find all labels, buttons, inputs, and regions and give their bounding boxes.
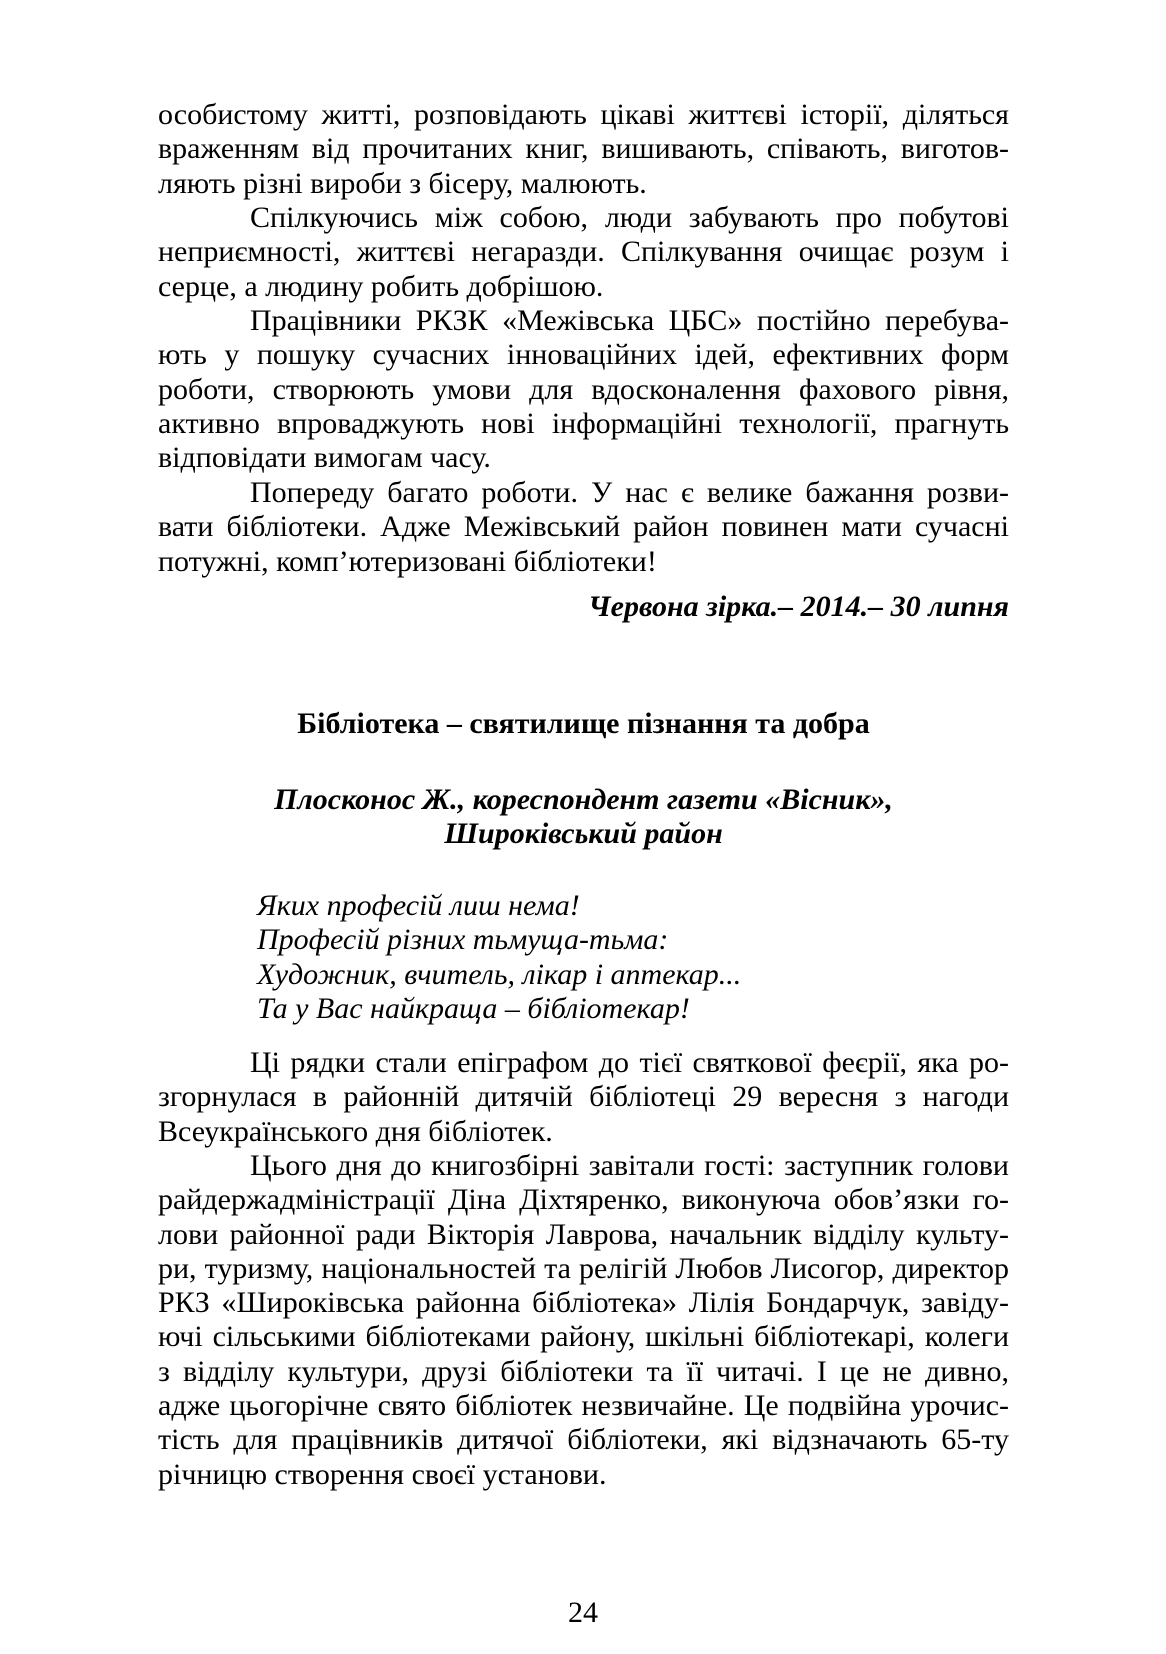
text-line: Ці рядки стали епіграфом до тієї святкової феєрії, яка ро- bbox=[250, 1046, 1009, 1079]
text-line: ляють різні вироби з бісеру, малюють. bbox=[158, 166, 647, 200]
article-paragraph-2 bbox=[158, 1149, 1009, 1492]
text-line: ри, туризму, національностей та релігій Любов Лисогор, директор bbox=[158, 1251, 1009, 1285]
poem-line: Професій різних тьмуща-тьма: bbox=[257, 923, 669, 957]
text-line: тість для працівників дитячої бібліотеки, які відзначають 65-ту bbox=[158, 1423, 1009, 1457]
poem-line: Яких професій лиш нема! bbox=[257, 889, 580, 922]
text-line: активно впроваджують нові інформаційні технології, прагнуть bbox=[158, 406, 1009, 440]
text-line: річницю створення своєї установи. bbox=[158, 1457, 607, 1491]
text-line: враженням від прочитаних книг, вишивають, співають, виготов- bbox=[158, 132, 1009, 166]
text-line: вати бібліотеки. Адже Межівський район повинен мати сучасні bbox=[158, 510, 1009, 544]
text-line: неприємності, життєві негаразди. Спілкування очищає розум і bbox=[158, 235, 1009, 269]
text-line: адже цьогорічне свято бібліотек незвичайне. Це подвійна урочис- bbox=[158, 1389, 1009, 1423]
article-author bbox=[158, 783, 1009, 852]
text-line: з відділу культури, друзі бібліотеки та її читачі. І це не дивно, bbox=[158, 1354, 1009, 1388]
poem-line: Художник, вчитель, лікар і аптекар... bbox=[257, 957, 742, 991]
text-line: РКЗ «Широківська районна бібліотека» Лілія Бондарчук, завіду- bbox=[158, 1286, 1009, 1320]
article-title: Бібліотека – святилище пізнання та добра bbox=[297, 707, 870, 740]
text-line: Всеукраїнського дня бібліотек. bbox=[158, 1114, 553, 1148]
text-line: ють у пошуку сучасних інноваційних ідей, ефективних форм bbox=[158, 338, 1009, 372]
source-citation: Червона зірка.– 2014.– 30 липня bbox=[588, 590, 1009, 623]
text-line: лови районної ради Вікторія Лаврова, начальник відділу культу- bbox=[158, 1217, 1009, 1251]
text-line: роботи, створюють умови для вдосконалення фахового рівня, bbox=[158, 372, 1009, 406]
paragraph-future bbox=[158, 476, 1009, 579]
article-paragraph-1 bbox=[158, 1046, 1009, 1149]
paragraph-workers bbox=[158, 304, 1009, 475]
text-line: серце, а людину робить добрішою. bbox=[158, 269, 604, 303]
text-line: особистому житті, розповідають цікаві життєві історії, діляться bbox=[158, 98, 1009, 131]
text-line: Спілкуючись між собою, люди забувають про побутові bbox=[250, 201, 1009, 234]
text-line: Цього дня до книгозбірні завітали гості: заступник голови bbox=[250, 1149, 1009, 1182]
author-line: Плосконос Ж., кореспондент газети «Вісник», bbox=[274, 783, 893, 816]
text-line: райдержадміністрації Діна Діхтяренко, виконуюча обов’язки го- bbox=[158, 1183, 1009, 1217]
poem-line: Та у Вас найкраща – бібліотекар! bbox=[257, 991, 690, 1025]
page-number: 24 bbox=[568, 1596, 598, 1629]
text-line: Працівники РКЗК «Межівська ЦБС» постійно перебува- bbox=[250, 304, 1009, 337]
text-line: відповідати вимогам часу. bbox=[158, 441, 491, 475]
epigraph-poem bbox=[257, 889, 957, 1026]
text-line: згорнулася в районній дитячій бібліотеці 29 вересня з нагоди bbox=[158, 1080, 1009, 1114]
paragraph-communication bbox=[158, 201, 1009, 304]
text-line: Попереду багато роботи. У нас є велике бажання розви- bbox=[250, 476, 1009, 509]
text-line: ючі сільськими бібліотеками району, шкільні бібліотекарі, колеги bbox=[158, 1320, 1009, 1354]
continued-paragraph bbox=[158, 98, 1009, 201]
author-line: Широківський район bbox=[444, 817, 723, 851]
text-line: потужні, комп’ютеризовані бібліотеки! bbox=[158, 544, 657, 578]
